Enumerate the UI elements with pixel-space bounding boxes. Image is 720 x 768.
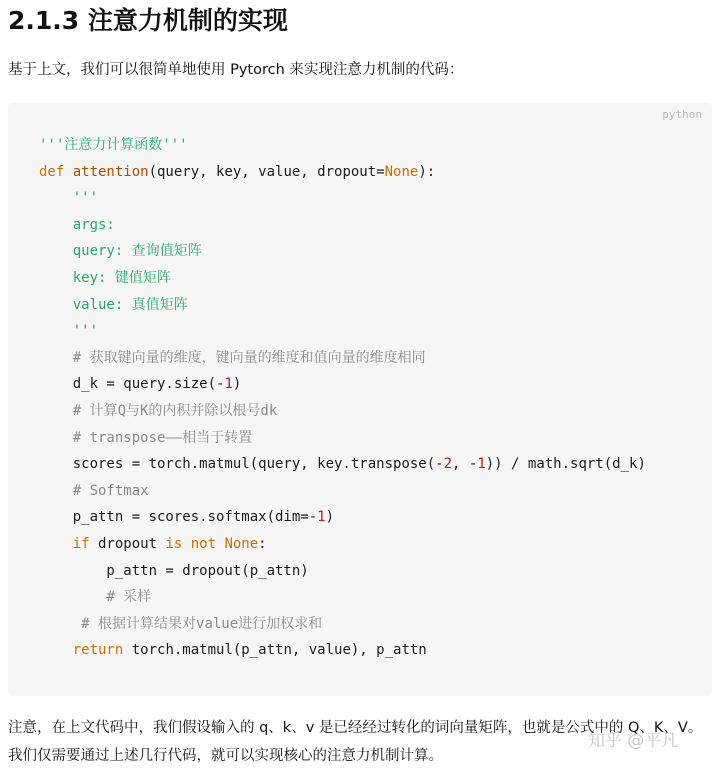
code-line (39, 345, 646, 372)
code-token: 1 (477, 456, 486, 473)
outro-paragraph-2: 我们仅需要通过上述几行代码，就可以实现核心的注意力机制计算。 (8, 748, 443, 764)
code-token: 1 (224, 376, 233, 393)
code-token (39, 483, 73, 499)
code-line (39, 292, 646, 319)
code-token (39, 589, 106, 605)
code-token (39, 616, 81, 632)
code-token: # 获取键向量的维度，键向量的维度和值向量的维度相同 (72, 349, 426, 366)
code-line (39, 478, 646, 505)
code-token: ''' (72, 190, 99, 207)
code-token: torch.matmul(p_attn, value), p_attn (123, 642, 427, 659)
code-line (39, 132, 646, 159)
code-token (39, 297, 73, 313)
code-token: # 根据计算结果对value进行加权求和 (81, 615, 323, 632)
code-token: '''注意力计算函数''' (39, 137, 188, 153)
code-token: scores = torch.matmul(query, key.transpose(- (39, 456, 444, 473)
code-token: d_k = query.size(- (39, 376, 225, 393)
code-line (39, 611, 646, 638)
code-token: p_attn = scores.softmax(dim=- (39, 509, 318, 526)
code-line (39, 371, 646, 398)
code-token: attention (72, 163, 149, 180)
code-token: query: 查询值矩阵 (72, 243, 202, 260)
code-token (39, 350, 73, 366)
code-token: ''' (72, 323, 99, 340)
code-line (39, 238, 646, 265)
code-line (39, 318, 646, 345)
code-line (39, 451, 646, 478)
code-token: def (39, 163, 73, 180)
code-line (39, 265, 646, 292)
code-line (39, 558, 646, 585)
code-token: is not None (165, 535, 259, 552)
code-token: , - (452, 456, 478, 473)
code-token (39, 323, 73, 339)
code-token (39, 190, 73, 206)
outro-paragraph-1: 注意，在上文代码中，我们假设输入的 q、k、v 是已经经过转化的词向量矩阵，也就是公式中的 Q、K、V。 (8, 720, 703, 736)
code-token: None (384, 163, 419, 180)
code-line (39, 185, 646, 212)
code-line (39, 159, 646, 186)
code-token: # transpose——相当于转置 (72, 429, 253, 446)
code-token (39, 403, 73, 419)
intro-paragraph: 基于上文，我们可以很简单地使用 Pytorch 来实现注意力机制的代码： (8, 62, 464, 78)
code-token (39, 642, 73, 658)
code-lines (39, 132, 646, 664)
code-token: args: (72, 216, 115, 233)
code-token (39, 217, 73, 233)
code-token (39, 270, 73, 286)
code-token: dropout (89, 535, 166, 552)
code-token: ) (325, 509, 335, 526)
code-token (39, 430, 73, 446)
code-token: # Softmax (72, 482, 149, 499)
code-line (39, 212, 646, 239)
code-token: ) (232, 376, 242, 393)
code-token: p_attn = dropout(p_attn) (39, 562, 309, 579)
code-token (39, 536, 73, 552)
code-token: )) / math.sqrt(d_k) (485, 456, 646, 473)
code-token: 1 (317, 509, 326, 526)
code-token: key: 键值矩阵 (72, 269, 171, 286)
code-line (39, 425, 646, 452)
watermark: 知乎 @平凡 (588, 731, 679, 751)
code-line (39, 504, 646, 531)
code-token: return (72, 642, 124, 659)
code-line (39, 637, 646, 664)
code-token: (query, key, value, dropout= (148, 163, 385, 180)
section-heading: 2.1.3 注意力机制的实现 (8, 6, 288, 35)
code-token: 2 (443, 456, 453, 473)
code-line (39, 531, 646, 558)
code-token: value: 真值矩阵 (72, 296, 188, 313)
code-line (39, 398, 646, 425)
code-token: : (258, 535, 267, 552)
code-block (8, 103, 712, 696)
code-token: if (72, 535, 90, 552)
code-token: ): (418, 163, 436, 180)
code-token (39, 243, 73, 259)
code-token: # 计算Q与K的内积并除以根号dk (72, 402, 278, 419)
code-line (39, 584, 646, 611)
code-token: # 采样 (106, 589, 152, 606)
code-language-label: python (662, 108, 702, 121)
